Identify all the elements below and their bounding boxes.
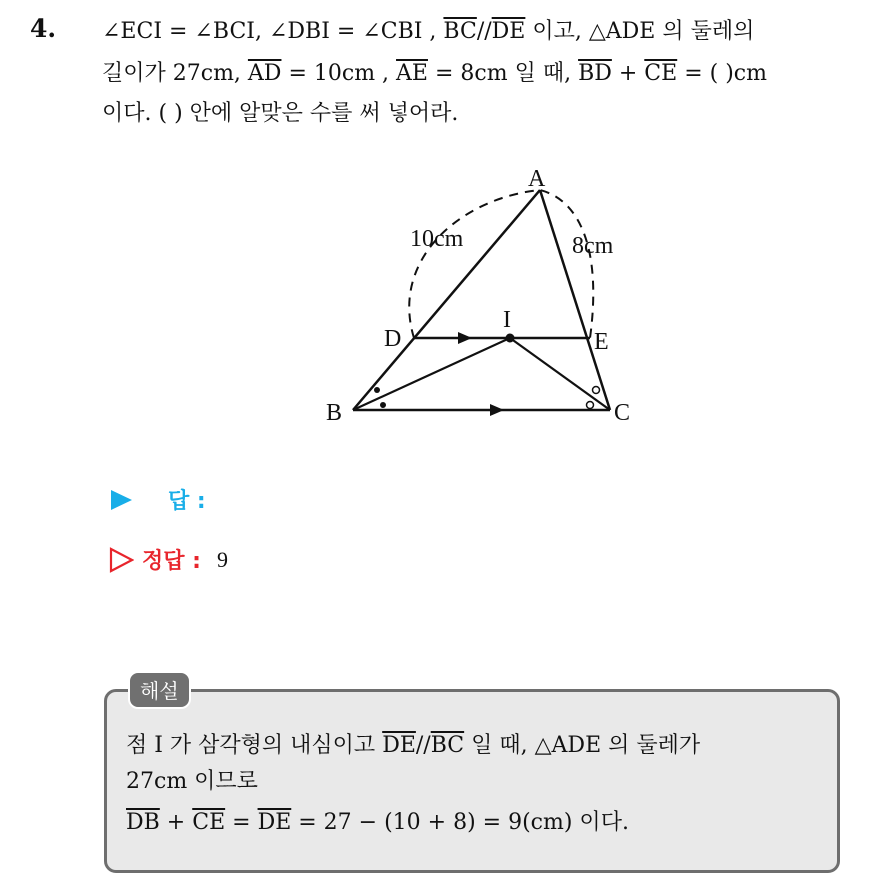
label-i: I [503, 307, 511, 333]
explanation-line-3 [126, 805, 629, 836]
explanation-tag: 해설 [128, 671, 191, 709]
q2-plus: + [611, 61, 645, 86]
label-e: E [594, 329, 609, 355]
exp-segment-bc: $\overline{BC}$ [430, 733, 465, 758]
correct-answer-row [108, 544, 228, 575]
exp1-text-a: 점 I 가 삼각형의 내심이고 [126, 733, 383, 758]
q2-text-c: = 8cm 일 때, [427, 61, 579, 86]
question-line-3: 이다. ( ) 안에 알맞은 수를 써 넣어라. [102, 101, 459, 126]
q2-text-a: 길이가 27cm, [102, 61, 248, 86]
q1-text-a: ∠ECI = ∠BCI, ∠DBI = ∠CBI , [102, 19, 444, 44]
parallel-arrow-bc [490, 404, 504, 416]
exp-segment-de: $\overline{DE}$ [382, 733, 416, 758]
segment-ae: $\overline{AE}$ [396, 61, 428, 86]
angle-mark-c1 [593, 387, 600, 394]
side-ab [353, 190, 540, 410]
parallel-symbol: // [476, 19, 492, 44]
answer-row [108, 484, 206, 515]
explanation-line-1 [126, 728, 700, 759]
segment-bc: $\overline{BC}$ [443, 19, 477, 44]
angle-mark-b2 [380, 402, 386, 408]
correct-answer-label: 정답 : [142, 549, 201, 574]
q2-text-d: = ( )cm [677, 61, 767, 86]
label-a: A [528, 166, 546, 192]
answer-label: 답 : [168, 489, 206, 514]
exp-segment-de-2: $\overline{DE}$ [257, 810, 292, 835]
triangle-figure [300, 150, 650, 440]
explanation-line-2: 27cm 이므로 [126, 769, 258, 794]
length-ae: 8cm [572, 233, 614, 259]
side-ac [540, 190, 610, 410]
segment-bd: $\overline{BD}$ [578, 61, 612, 86]
play-arrow-icon [108, 488, 134, 512]
label-c: C [614, 400, 631, 426]
exp1-text-b: 일 때, △ADE 의 둘레가 [464, 733, 701, 758]
incenter-point [506, 334, 515, 343]
angle-mark-b1 [374, 387, 380, 393]
dashed-arc [409, 190, 593, 338]
label-d: D [384, 326, 402, 352]
exp3-plus: + [159, 810, 193, 835]
q2-text-b: = 10cm , [281, 61, 397, 86]
outline-play-arrow-icon [108, 547, 134, 573]
segment-ad: $\overline{AD}$ [247, 61, 282, 86]
question-line-1 [102, 14, 754, 45]
exp-segment-db: $\overline{DB}$ [126, 810, 160, 835]
exp-segment-ce: $\overline{CE}$ [192, 810, 226, 835]
question-number: 4. [30, 14, 57, 43]
segment-de: $\overline{DE}$ [491, 19, 526, 44]
length-ad: 10cm [410, 226, 464, 252]
angle-mark-c2 [587, 402, 594, 409]
parallel-arrow-de [458, 332, 472, 344]
question-line-2 [102, 56, 767, 87]
label-b: B [326, 400, 343, 426]
correct-answer-value: 9 [216, 546, 228, 572]
exp3-rest: = 27 − (10 + 8) = 9(cm) 이다. [291, 810, 629, 835]
segment-ce: $\overline{CE}$ [644, 61, 678, 86]
q1-text-b: 이고, △ADE 의 둘레의 [525, 19, 755, 44]
exp3-eq: = [225, 810, 258, 835]
segment-bi [353, 338, 510, 410]
exp-parallel: // [415, 733, 431, 758]
